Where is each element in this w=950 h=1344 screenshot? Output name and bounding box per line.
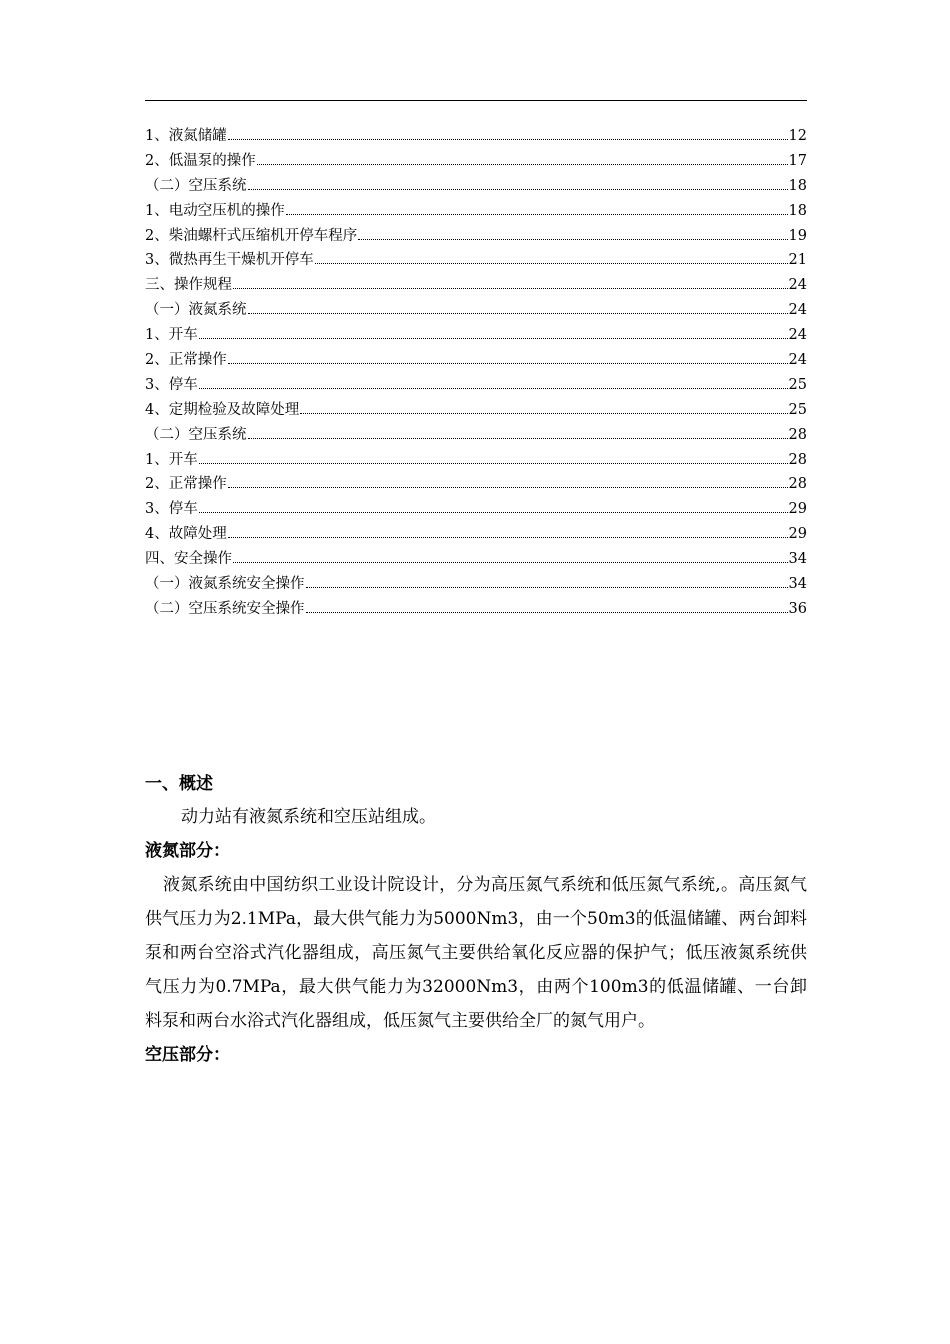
toc-entry[interactable] bbox=[145, 522, 807, 547]
toc-entry-page: 12 bbox=[788, 128, 807, 144]
toc-entry-label: 1、电动空压机的操作 bbox=[145, 202, 285, 219]
toc-entry-label: （一）液氮系统安全操作 bbox=[145, 576, 305, 593]
toc-leader-dots bbox=[228, 363, 788, 364]
toc-leader-dots bbox=[199, 338, 788, 339]
toc-entry[interactable] bbox=[145, 472, 807, 497]
nitrogen-paragraph: 液氮系统由中国纺织工业设计院设计，分为高压氮气系统和低压氮气系统,。高压氮气供气压力为2.1MPa，最大供气能力为5000Nm3，由一个50m3的低温储罐、两台卸料泵和两台空浴式汽化器组成，高压氮气主要供给氧化反应器的保护气；低压液氮系统供气压力为0.7MPa，最大供气能力为32000Nm3，由两个100m3的低温储罐、一台卸料泵和两台水浴式汽化器组成，低压氮气主要供给全厂的氮气用户。 bbox=[145, 875, 807, 1031]
toc-entry-page: 28 bbox=[788, 451, 807, 468]
toc-entry-page: 34 bbox=[788, 551, 807, 568]
toc-entry-page: 24 bbox=[788, 352, 807, 369]
toc-entry[interactable] bbox=[145, 199, 807, 224]
toc-leader-dots bbox=[199, 388, 788, 389]
toc-entry-page: 29 bbox=[788, 501, 807, 518]
toc-entry[interactable] bbox=[145, 423, 807, 448]
toc-entry-label: 4、故障处理 bbox=[145, 526, 227, 543]
toc-leader-dots bbox=[248, 438, 788, 439]
toc-leader-dots bbox=[228, 139, 788, 140]
toc-entry[interactable] bbox=[145, 547, 807, 572]
toc-entry-page: 18 bbox=[788, 177, 807, 194]
toc-entry-label: 2、柴油螺杆式压缩机开停车程序 bbox=[145, 227, 358, 244]
toc-entry-page: 34 bbox=[788, 576, 807, 593]
toc-entry-label: 1、开车 bbox=[145, 451, 198, 468]
toc-entry-page: 28 bbox=[788, 426, 807, 443]
toc-leader-dots bbox=[228, 537, 788, 538]
toc-entry[interactable] bbox=[145, 572, 807, 597]
toc-entry-page: 29 bbox=[788, 526, 807, 543]
toc-entry-page: 24 bbox=[788, 302, 807, 319]
toc-entry-label: 1、液氮储罐 bbox=[145, 128, 227, 144]
toc-leader-dots bbox=[306, 587, 788, 588]
toc-entry-page: 18 bbox=[788, 202, 807, 219]
toc-leader-dots bbox=[300, 413, 787, 414]
toc-leader-dots bbox=[306, 612, 788, 613]
toc-leader-dots bbox=[248, 189, 788, 190]
toc-entry-page: 17 bbox=[788, 152, 807, 169]
toc-entry-label: （二）空压系统 bbox=[145, 177, 247, 194]
toc-entry-label: 1、开车 bbox=[145, 327, 198, 344]
toc-entry[interactable] bbox=[145, 124, 807, 149]
section-heading: 一、概述 bbox=[145, 774, 213, 794]
toc-entry-label: （二）空压系统安全操作 bbox=[145, 600, 305, 617]
toc-entry[interactable] bbox=[145, 373, 807, 398]
toc-entry-page: 28 bbox=[788, 476, 807, 493]
table-of-contents bbox=[145, 124, 807, 622]
toc-entry-label: 4、定期检验及故障处理 bbox=[145, 401, 300, 418]
toc-entry-page: 21 bbox=[788, 252, 807, 269]
toc-entry-label: （一）液氮系统 bbox=[145, 302, 247, 319]
toc-entry-page: 36 bbox=[788, 600, 807, 617]
toc-entry[interactable] bbox=[145, 597, 807, 622]
toc-entry[interactable] bbox=[145, 497, 807, 522]
toc-entry-page: 25 bbox=[788, 401, 807, 418]
toc-entry[interactable] bbox=[145, 224, 807, 249]
toc-entry-label: 3、停车 bbox=[145, 501, 198, 518]
toc-leader-dots bbox=[358, 239, 787, 240]
toc-entry[interactable] bbox=[145, 448, 807, 473]
intro-paragraph: 动力站有液氮系统和空压站组成。 bbox=[181, 807, 436, 827]
toc-entry-label: 3、微热再生干燥机开停车 bbox=[145, 252, 314, 269]
toc-entry-label: 三、操作规程 bbox=[145, 277, 232, 294]
toc-entry-label: 2、正常操作 bbox=[145, 476, 227, 493]
toc-entry[interactable] bbox=[145, 248, 807, 273]
toc-entry-page: 25 bbox=[788, 376, 807, 393]
toc-entry-page: 24 bbox=[788, 277, 807, 294]
toc-entry[interactable] bbox=[145, 348, 807, 373]
toc-entry[interactable] bbox=[145, 398, 807, 423]
toc-leader-dots bbox=[248, 313, 788, 314]
toc-leader-dots bbox=[257, 164, 788, 165]
toc-entry-label: 四、安全操作 bbox=[145, 551, 232, 568]
header-rule bbox=[145, 100, 807, 101]
nitrogen-subheading: 液氮部分： bbox=[145, 841, 230, 861]
toc-entry-page: 19 bbox=[788, 227, 807, 244]
toc-leader-dots bbox=[199, 463, 788, 464]
toc-entry-page: 24 bbox=[788, 327, 807, 344]
toc-entry[interactable] bbox=[145, 174, 807, 199]
toc-leader-dots bbox=[199, 512, 788, 513]
toc-leader-dots bbox=[286, 214, 788, 215]
toc-entry[interactable] bbox=[145, 323, 807, 348]
toc-entry-label: 2、正常操作 bbox=[145, 352, 227, 369]
toc-entry[interactable] bbox=[145, 149, 807, 174]
toc-leader-dots bbox=[228, 487, 788, 488]
toc-leader-dots bbox=[315, 263, 788, 264]
toc-entry-label: 3、停车 bbox=[145, 376, 198, 393]
air-compression-subheading: 空压部分： bbox=[145, 1045, 230, 1065]
toc-leader-dots bbox=[233, 288, 788, 289]
toc-entry[interactable] bbox=[145, 273, 807, 298]
toc-leader-dots bbox=[233, 562, 788, 563]
toc-entry[interactable] bbox=[145, 298, 807, 323]
document-body bbox=[145, 770, 807, 1072]
toc-entry-label: （二）空压系统 bbox=[145, 426, 247, 443]
toc-entry-label: 2、低温泵的操作 bbox=[145, 152, 256, 169]
